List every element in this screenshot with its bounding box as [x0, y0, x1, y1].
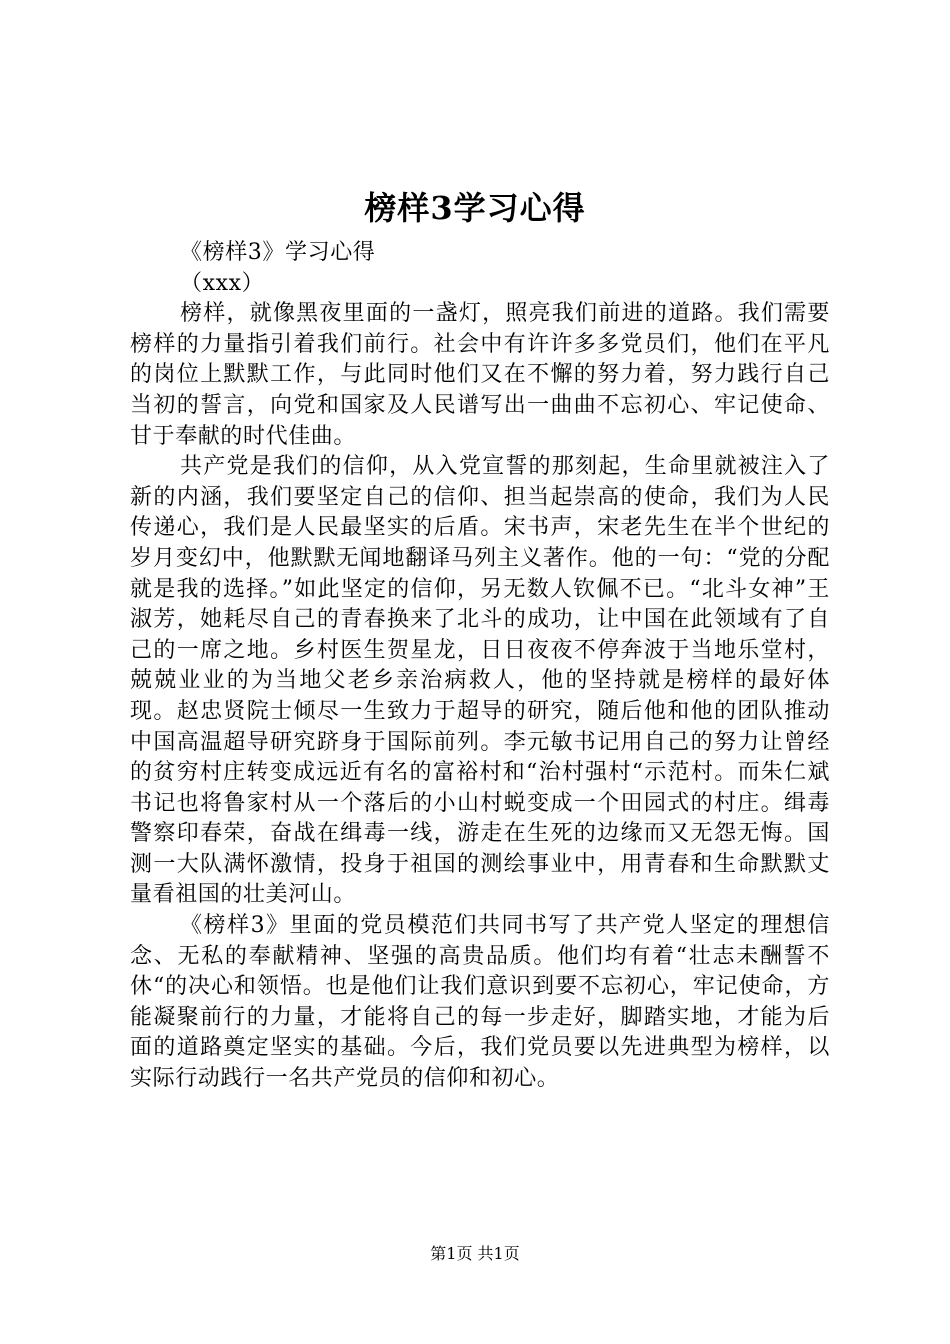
paragraph-1: 榜样，就像黑夜里面的一盏灯，照亮我们前进的道路。我们需要榜样的力量指引着我们前行。社会中有许许多多党员们，他们在平凡的岗位上默默工作，与此同时他们又在不懈的努力着，努力践行自己当初的誓言，向党和国家及人民谱写出一曲曲不忘初心、牢记使命、甘于奉献的时代佳曲。 — [130, 301, 830, 449]
subtitle-line: 《榜样3》学习心得 — [180, 240, 376, 265]
document-body — [130, 238, 830, 1095]
paragraph-3: 《榜样3》里面的党员模范们共同书写了共产党人坚定的理想信念、无私的奉献精神、坚强的高贵品质。他们均有着“壮志未酬誓不休“的决心和领悟。也是他们让我们意识到要不忘初心，牢记使命，方能凝聚前行的力量，才能将自己的每一步走好，脚踏实地，才能为后面的道路奠定坚实的基础。今后，我们党员要以先进典型为榜样，以实际行动践行一名共产党员的信仰和初心。 — [130, 913, 830, 1092]
page-number-footer: 第1页 共1页 — [430, 1244, 520, 1263]
paragraph-2: 共产党是我们的信仰，从入党宣誓的那刻起，生命里就被注入了新的内涵，我们要坚定自己的信仰、担当起崇高的使命，我们为人民传递心，我们是人民最坚实的后盾。宋书声，宋老先生在半个世纪的岁月变幻中，他默默无闻地翻译马列主义著作。他的一句：“党的分配就是我的选择。”如此坚定的信仰，另无数人钦佩不已。“北斗女神”王淑芳，她耗尽自己的青春换来了北斗的成功，让中国在此领域有了自己的一席之地。乡村医生贺星龙，日日夜夜不停奔波于当地乐堂村，兢兢业业的为当地父老乡亲治病救人，他的坚持就是榜样的最好体现。赵忠贤院士倾尽一生致力于超导的研究，随后他和他的团队推动中国高温超导研究跻身于国际前列。李元敏书记用自己的努力让曾经的贫穷村庄转变成远近有名的富裕村和“治村强村“示范村。而朱仁斌书记也将鲁家村从一个落后的小山村蜕变成一个田园式的村庄。缉毒警察印春荣，奋战在缉毒一线，游走在生死的边缘而又无怨无悔。国测一大队满怀激情，投身于祖国的测绘事业中，用青春和生命默默丈量看祖国的壮美河山。 — [130, 454, 830, 908]
author-line: （xxx） — [180, 270, 265, 296]
document-title: 榜样3学习心得 — [364, 189, 586, 227]
